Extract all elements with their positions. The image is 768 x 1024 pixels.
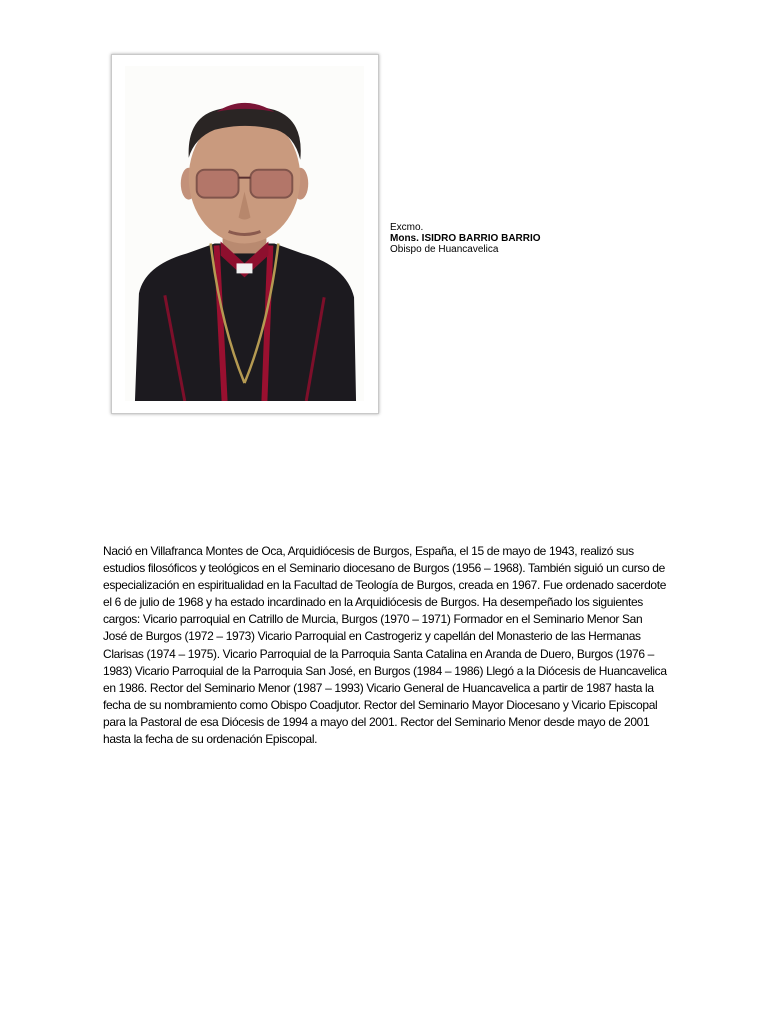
portrait-caption [390, 222, 650, 255]
bishop-portrait-photo-icon [125, 66, 364, 401]
caption-title: Obispo de Huancavelica [390, 244, 499, 255]
biography-paragraph: Nació en Villafranca Montes de Oca, Arquidiócesis de Burgos, España, el 15 de mayo de 1943, realizó sus estudios filosóficos y teológicos en el Seminario diocesano de Burgos (1956 – 1968). También siguió un curso de especialización en espiritualidad en la Facultad de Teología de Burgos, creada en 1967. Fue ordenado sacerdote el 6 de julio de 1968 y ha estado incardinado en la Arquidiócesis de Burgos. Ha desempeñado los siguientes cargos: Vicario parroquial en Catrillo de Murcia, Burgos (1970 – 1971) Formador en el Seminario Menor San José de Burgos (1972 – 1973) Vicario Parroquial en Castrogeriz y capellán del Monasterio de las Hermanas Clarisas (1974 – 1975). Vicario Parroquial de la Parroquia Santa Catalina en Aranda de Duero, Burgos (1976 – 1983) Vicario Parroquial de la Parroquia San José, en Burgos (1984 – 1986) Llegó a la Diócesis de Huancavelica en 1986. Rector del Seminario Menor (1987 – 1993) Vicario General de Huancavelica a partir de 1987 hasta la fecha de su nombramiento como Obispo Coadjutor. Rector del Seminario Mayor Diocesano y Vicario Episcopal para la Pastoral de esa Diócesis de 1994 a mayo del 2001. Rector del Seminario Menor desde mayo de 2001 hasta la fecha de su ordenación Episcopal. [103, 544, 667, 747]
caption-name: Mons. ISIDRO BARRIO BARRIO [390, 233, 541, 244]
portrait-frame [111, 54, 379, 414]
caption-honorific: Excmo. [390, 222, 424, 233]
